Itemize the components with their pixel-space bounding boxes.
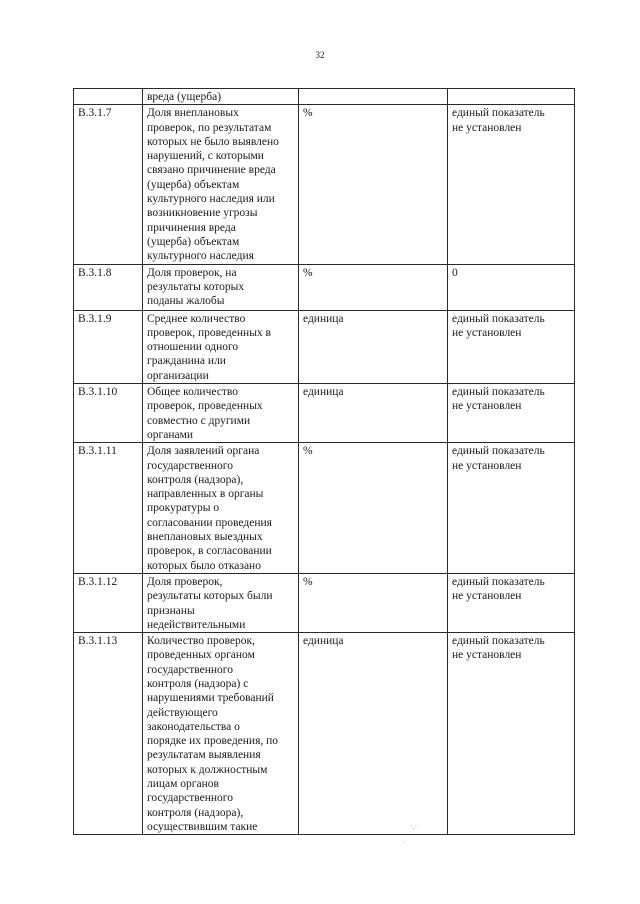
table-row: [74, 89, 575, 105]
table-row: [74, 264, 575, 310]
indicator-name: Общее количество проверок, проведенных совместно с другими органами: [143, 384, 299, 443]
table-row: [74, 573, 575, 632]
indicator-code: В.3.1.13: [74, 633, 143, 835]
indicator-code: В.3.1.8: [74, 264, 143, 310]
indicator-value: единый показатель не установлен: [448, 443, 575, 574]
table-row: [74, 310, 575, 383]
indicator-code: [74, 89, 143, 105]
indicator-value: единый показатель не установлен: [448, 105, 575, 264]
indicator-code: В.3.1.9: [74, 310, 143, 383]
indicators-table: [73, 88, 575, 835]
indicator-unit: %: [299, 105, 448, 264]
indicator-code: В.3.1.10: [74, 384, 143, 443]
indicator-unit: %: [299, 264, 448, 310]
indicator-unit: единица: [299, 384, 448, 443]
indicator-unit: %: [299, 443, 448, 574]
indicator-code: В.3.1.7: [74, 105, 143, 264]
page-number: 32: [315, 50, 325, 60]
indicator-value: единый показатель не установлен: [448, 573, 575, 632]
indicator-unit: единица: [299, 633, 448, 835]
table-row: [74, 384, 575, 443]
indicator-name: Среднее количество проверок, проведенных в отношении одного гражданина или организации: [143, 310, 299, 383]
indicator-value: единый показатель не установлен: [448, 633, 575, 835]
indicator-name: Количество проверок, проведенных органом государственного контроля (надзора) с нарушениями требований действующего законодательства о порядке их проведения, по результатам выявления которых к должностным лицам органов государственного контроля (надзора), осуществившим такие: [143, 633, 299, 835]
indicator-value: единый показатель не установлен: [448, 384, 575, 443]
indicator-name: вреда (ущерба): [143, 89, 299, 105]
table-row: [74, 443, 575, 574]
indicator-value: [448, 89, 575, 105]
indicator-name: Доля заявлений органа государственного контроля (надзора), направленных в органы прокуратуры о согласовании проведения внеплановых выездных проверок, в согласовании которых было отказано: [143, 443, 299, 574]
table-row: [74, 105, 575, 264]
indicator-unit: [299, 89, 448, 105]
indicator-name: Доля проверок, результаты которых были признаны недействительными: [143, 573, 299, 632]
indicator-value: 0: [448, 264, 575, 310]
scan-speck: ·.·: [410, 822, 418, 831]
indicator-code: В.3.1.12: [74, 573, 143, 632]
indicator-unit: единица: [299, 310, 448, 383]
indicator-code: В.3.1.11: [74, 443, 143, 574]
indicator-value: единый показатель не установлен: [448, 310, 575, 383]
indicator-unit: %: [299, 573, 448, 632]
indicator-name: Доля внеплановых проверок, по результатам которых не было выявлено нарушений, с которыми связано причинение вреда (ущерба) объектам культурного наследия или возникновение угрозы причинения вреда (ущерба) объектам культурного наследия: [143, 105, 299, 264]
indicator-name: Доля проверок, на результаты которых поданы жалобы: [143, 264, 299, 310]
table-row: [74, 633, 575, 835]
scan-speck: ·: [402, 838, 405, 847]
